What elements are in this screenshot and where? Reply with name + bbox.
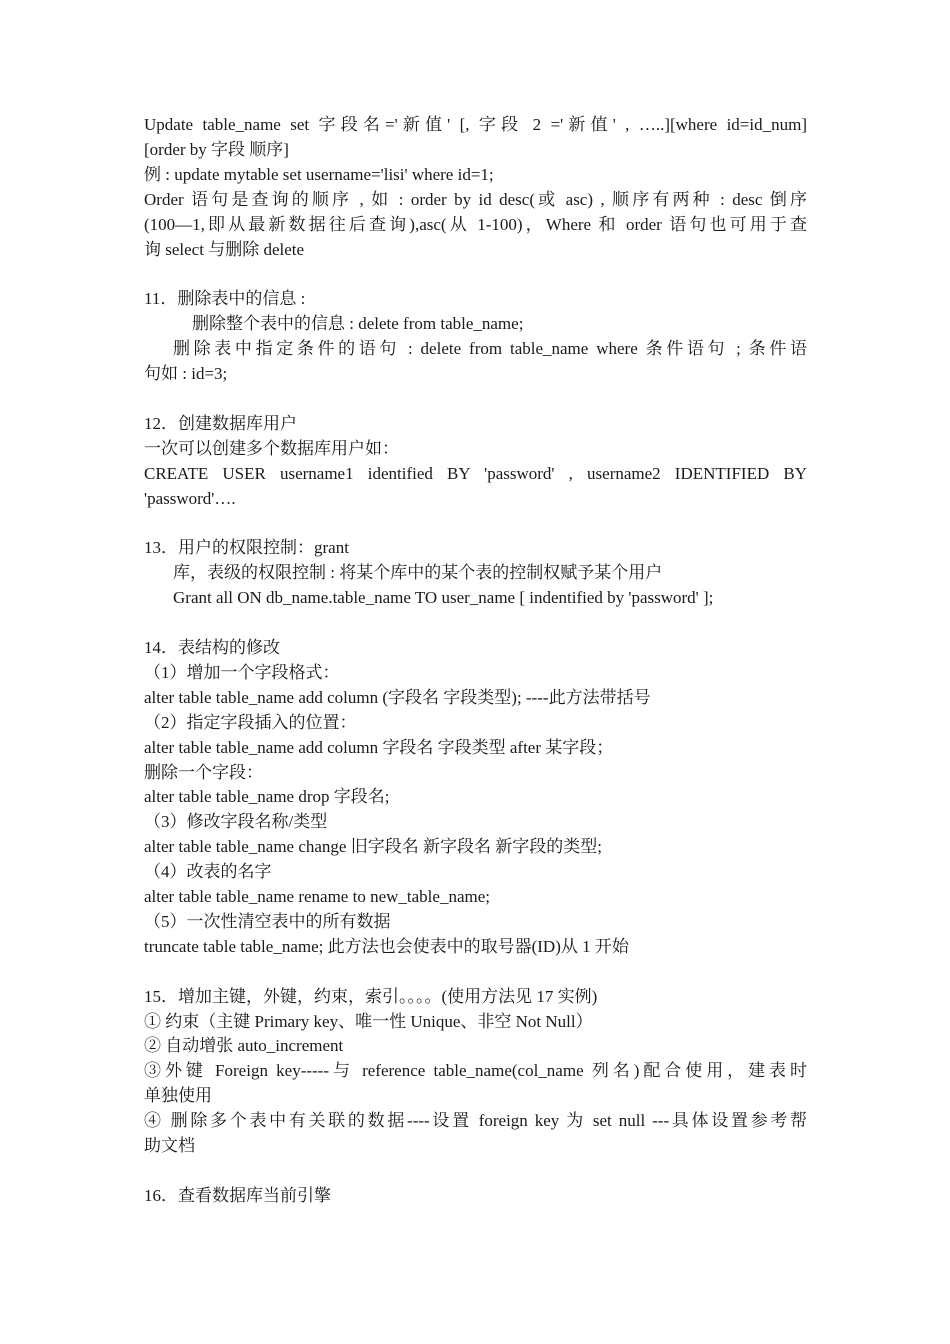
section-heading: 13．用户的权限控制：grant bbox=[144, 538, 349, 558]
text-line: ④ 删除多个表中有关联的数据----设置 foreign key 为 set null ---具体设置参考帮 bbox=[144, 1111, 807, 1131]
text-line: （1）增加一个字段格式： bbox=[144, 662, 340, 682]
blank-line bbox=[144, 387, 807, 412]
text-line: 删除整个表中的信息 : delete from table_name; bbox=[192, 314, 524, 334]
text-line: truncate table table_name; 此方法也会使表中的取号器(ID)从 1 开始 bbox=[144, 936, 629, 956]
text-line: （2）指定字段插入的位置： bbox=[144, 712, 357, 732]
blank-line bbox=[144, 511, 807, 536]
text-line: [order by 字段 顺序] bbox=[144, 139, 289, 159]
text-line: 删除一个字段： bbox=[144, 762, 263, 782]
text-line: 'password'…. bbox=[144, 488, 236, 508]
text-line: (100—1,即从最新数据往后查询),asc(从 1-100)，Where 和 order 语句也可用于查 bbox=[144, 214, 807, 234]
text-line: （4）改表的名字 bbox=[144, 862, 272, 882]
text-line: 删除表中指定条件的语句 : delete from table_name where 条件语句 ; 条件语 bbox=[173, 339, 807, 359]
text-line: （3）修改字段名称/类型 bbox=[144, 812, 328, 832]
blank-line bbox=[144, 960, 807, 985]
section-heading: 12．创建数据库用户 bbox=[144, 413, 297, 433]
text-line: Grant all ON db_name.table_name TO user_name [ indentified by 'password' ]; bbox=[173, 588, 714, 608]
text-line: alter table table_name add column (字段名 字段类型); ----此方法带括号 bbox=[144, 687, 651, 707]
text-line: Update table_name set 字段名='新值' [, 字段 2 ='新值' , …..][where id=id_num] bbox=[144, 115, 807, 134]
blank-line bbox=[144, 1159, 807, 1184]
text-line: Order 语句是查询的顺序 , 如 : order by id desc(或 asc) , 顺序有两种 : desc 倒序 bbox=[144, 189, 807, 209]
section-heading: 14．表结构的修改 bbox=[144, 637, 280, 657]
text-line: ① 约束（主键 Primary key、唯一性 Unique、非空 Not Null） bbox=[144, 1011, 593, 1031]
text-line: alter table table_name drop 字段名; bbox=[144, 787, 390, 807]
document-page bbox=[144, 113, 807, 1209]
section-heading: 11．删除表中的信息 : bbox=[144, 289, 306, 309]
text-line: 例 : update mytable set username='lisi' where id=1; bbox=[144, 164, 494, 184]
text-line: （5）一次性清空表中的所有数据 bbox=[144, 911, 391, 931]
text-line: 一次可以创建多个数据库用户如： bbox=[144, 438, 399, 458]
text-line: 库，表级的权限控制 : 将某个库中的某个表的控制权赋予某个用户 bbox=[173, 563, 663, 583]
section-heading: 16．查看数据库当前引擎 bbox=[144, 1185, 331, 1205]
text-line: 询 select 与删除 delete bbox=[144, 239, 305, 259]
text-line: 句如 : id=3; bbox=[144, 364, 228, 384]
blank-line bbox=[144, 262, 807, 287]
text-line: alter table table_name change 旧字段名 新字段名 新字段的类型; bbox=[144, 837, 602, 857]
text-line: ② 自动增张 auto_increment bbox=[144, 1036, 344, 1056]
text-line: alter table table_name add column 字段名 字段类型 after 某字段； bbox=[144, 737, 614, 757]
text-line: CREATE USER username1 identified BY 'password' , username2 IDENTIFIED BY bbox=[144, 463, 807, 483]
section-heading: 15．增加主键，外键，约束，索引。。。。(使用方法见 17 实例) bbox=[144, 986, 598, 1006]
blank-line bbox=[144, 611, 807, 636]
text-line: 助文档 bbox=[144, 1136, 195, 1156]
text-line: alter table table_name rename to new_table_name; bbox=[144, 887, 490, 907]
text-line: ③外键 Foreign key-----与 reference table_name(col_name 列名)配合使用，建表时 bbox=[144, 1061, 807, 1081]
text-line: 单独使用 bbox=[144, 1086, 212, 1106]
